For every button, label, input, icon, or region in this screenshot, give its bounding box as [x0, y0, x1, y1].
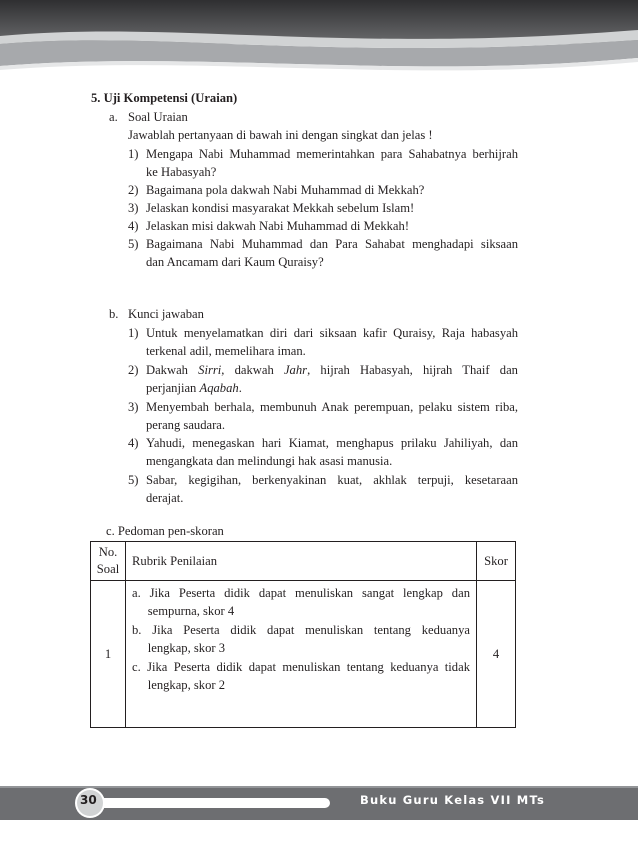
question-text-cont: ke Habasyah? [146, 165, 217, 179]
answer-text-cont: terkenal adil, memelihara iman. [146, 344, 306, 358]
answer-text-part: , hijrah Habasyah, hijrah Thaif dan [307, 363, 518, 377]
answer-text: Untuk menyelamatkan diri dari siksaan kafir Quraisy, Raja habasyah [146, 326, 518, 340]
table-header-row [91, 542, 516, 581]
answer-text-cont: perang saudara. [146, 418, 226, 432]
question-text: Bagaimana pola dakwah Nabi Muhammad di Mekkah? [146, 183, 425, 197]
question-number: 3) [128, 201, 139, 215]
section-title: 5. Uji Kompetensi (Uraian) [91, 91, 238, 105]
header-rubrik: Rubrik Penilaian [126, 542, 477, 581]
subsection-b-label: b. [109, 307, 119, 321]
instruction-text: Jawablah pertanyaan di bawah ini dengan singkat dan jelas ! [128, 128, 433, 142]
table-row [91, 581, 516, 728]
answer-text [146, 362, 518, 378]
answer-text: Sabar, kegigihan, berkenyakinan kuat, akhlak terpuji, kesetaraan [146, 473, 518, 487]
header-no-line2: Soal [96, 562, 120, 576]
subsection-a-title: Soal Uraian [128, 110, 188, 124]
rubrik-line: b. Jika Peserta didik dapat menuliskan tentang keduanya [132, 623, 470, 637]
question-number: 2) [128, 183, 139, 197]
answer-number: 3) [128, 400, 139, 414]
answer-text-cont: mengangkata dan melindungi hak asasi manusia. [146, 454, 393, 468]
book-title: Buku Guru Kelas VII MTs [360, 793, 546, 807]
rubrik-line: lengkap, skor 2 [132, 678, 226, 692]
question-number: 5) [128, 237, 139, 251]
rubrik-line: c. Jika Peserta didik dapat menuliskan tentang keduanya tidak [132, 660, 470, 674]
rubrik-line: a. Jika Peserta didik dapat menuliskan sangat lengkap dan [132, 586, 470, 600]
cell-skor: 4 [477, 581, 516, 728]
question-number: 4) [128, 219, 139, 233]
answer-text-part: perjanjian [146, 381, 200, 395]
header-no-line1: No. [98, 545, 118, 559]
subsection-b-title: Kunci jawaban [128, 307, 204, 321]
answer-number: 2) [128, 363, 139, 377]
cell-rubrik [126, 581, 477, 728]
question-number: 1) [128, 147, 139, 161]
answer-text-cont [146, 380, 242, 396]
answer-text-part: . [238, 381, 242, 395]
answer-text: Menyembah berhala, membunuh Anak perempuan, pelaku sistem riba, [146, 400, 518, 414]
answer-text-part: , dakwah [221, 363, 284, 377]
question-text: Bagaimana Nabi Muhammad dan Para Sahabat menghadapi siksaan [146, 237, 518, 251]
subsection-c-title: c. Pedoman pen-skoran [106, 524, 224, 538]
answer-text: Yahudi, menegaskan hari Kiamat, menghapus prilaku Jahiliyah, dan [146, 436, 518, 450]
rubrik-line: lengkap, skor 3 [132, 641, 226, 655]
answer-term-aqabah: Aqabah [199, 381, 239, 395]
answer-number: 5) [128, 473, 139, 487]
answer-text-cont: derajat. [146, 491, 184, 505]
question-text: Mengapa Nabi Muhammad memerintahkan para Sahabatnya berhijrah [146, 147, 518, 161]
answer-text-part: Dakwah [146, 363, 199, 377]
answer-term-jahr: Jahr [283, 363, 308, 377]
question-text: Jelaskan kondisi masyarakat Mekkah sebelum Islam! [146, 201, 415, 215]
scoring-table [90, 541, 516, 728]
answer-number: 4) [128, 436, 139, 450]
answer-number: 1) [128, 326, 139, 340]
answer-term-sirri: Sirri [198, 363, 222, 377]
page-number: 30 [80, 793, 97, 807]
question-text-cont: dan Ancamam dari Kaum Quraisy? [146, 255, 324, 269]
header-no-soal [91, 542, 126, 581]
header-decoration [0, 0, 638, 76]
subsection-a-label: a. [109, 110, 118, 124]
cell-no: 1 [91, 581, 126, 728]
rubrik-line: sempurna, skor 4 [132, 604, 235, 618]
header-skor: Skor [477, 542, 516, 581]
question-text: Jelaskan misi dakwah Nabi Muhammad di Mekkah! [146, 219, 410, 233]
